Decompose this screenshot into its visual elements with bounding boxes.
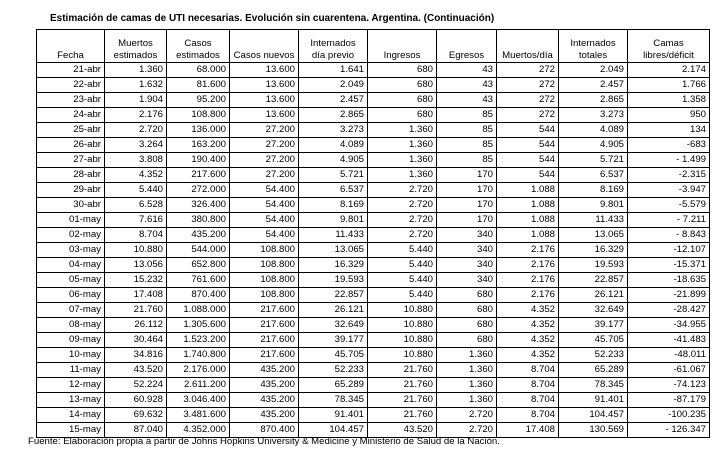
cell-casos-nuevos: 13.600 — [230, 63, 299, 78]
cell-casos-estimados: 544.000 — [167, 243, 230, 258]
cell-muertos-estimados: 8.704 — [105, 228, 167, 243]
cell-internados-dia-previo: 4.905 — [299, 153, 368, 168]
cell-internados-totales: 19.593 — [559, 258, 628, 273]
cell-egresos: 2.720 — [437, 423, 497, 438]
cell-casos-nuevos: 13.600 — [230, 78, 299, 93]
cell-ingresos: 21.760 — [368, 393, 437, 408]
cell-egresos: 85 — [437, 138, 497, 153]
table-row — [37, 78, 710, 93]
cell-internados-dia-previo: 6.537 — [299, 183, 368, 198]
cell-internados-totales: 16.329 — [559, 243, 628, 258]
cell-casos-nuevos: 27.200 — [230, 138, 299, 153]
cell-camas-libres-deficit: -3.947 — [628, 183, 710, 198]
cell-muertos-estimados: 4.352 — [105, 168, 167, 183]
cell-casos-estimados: 326.400 — [167, 198, 230, 213]
cell-camas-libres-deficit: -5.579 — [628, 198, 710, 213]
cell-internados-totales: 65.289 — [559, 363, 628, 378]
cell-internados-dia-previo: 52.233 — [299, 363, 368, 378]
header-camas-libres-deficit: Camas libres/déficit — [628, 30, 710, 63]
cell-muertos-estimados: 1.632 — [105, 78, 167, 93]
table-row — [37, 213, 710, 228]
table-body — [37, 63, 710, 438]
cell-ingresos: 5.440 — [368, 288, 437, 303]
cell-egresos: 2.720 — [437, 408, 497, 423]
cell-internados-totales: 39.177 — [559, 318, 628, 333]
cell-egresos: 170 — [437, 213, 497, 228]
cell-muertos-estimados: 2.176 — [105, 108, 167, 123]
cell-ingresos: 5.440 — [368, 273, 437, 288]
header-casos-estimados: Casos estimados — [167, 30, 230, 63]
cell-egresos: 340 — [437, 258, 497, 273]
cell-casos-nuevos: 54.400 — [230, 228, 299, 243]
cell-ingresos: 10.880 — [368, 318, 437, 333]
cell-internados-totales: 11.433 — [559, 213, 628, 228]
table-row — [37, 333, 710, 348]
cell-egresos: 680 — [437, 303, 497, 318]
cell-internados-totales: 32.649 — [559, 303, 628, 318]
cell-internados-totales: 2.049 — [559, 63, 628, 78]
cell-casos-estimados: 217.600 — [167, 168, 230, 183]
cell-casos-estimados: 272.000 — [167, 183, 230, 198]
cell-fecha: 30-abr — [37, 198, 105, 213]
cell-egresos: 340 — [437, 273, 497, 288]
cell-muertos-dia: 8.704 — [497, 378, 559, 393]
cell-muertos-estimados: 87.040 — [105, 423, 167, 438]
cell-muertos-estimados: 34.816 — [105, 348, 167, 363]
cell-casos-estimados: 761.600 — [167, 273, 230, 288]
cell-fecha: 25-abr — [37, 123, 105, 138]
cell-camas-libres-deficit: -41.483 — [628, 333, 710, 348]
cell-internados-totales: 3.273 — [559, 108, 628, 123]
cell-egresos: 170 — [437, 198, 497, 213]
cell-egresos: 85 — [437, 123, 497, 138]
table-row — [37, 408, 710, 423]
table-row — [37, 153, 710, 168]
cell-camas-libres-deficit: 2.174 — [628, 63, 710, 78]
cell-casos-nuevos: 435.200 — [230, 393, 299, 408]
cell-internados-dia-previo: 13.065 — [299, 243, 368, 258]
cell-internados-dia-previo: 2.865 — [299, 108, 368, 123]
cell-casos-nuevos: 27.200 — [230, 123, 299, 138]
source-note: Fuente: Elaboración propia a partir de Johns Hopkins University & Medicine y Ministerio de Salud de la Nación. — [28, 436, 500, 447]
cell-internados-dia-previo: 4.089 — [299, 138, 368, 153]
cell-muertos-dia: 2.176 — [497, 258, 559, 273]
cell-casos-estimados: 4.352.000 — [167, 423, 230, 438]
cell-egresos: 680 — [437, 318, 497, 333]
cell-muertos-dia: 4.352 — [497, 348, 559, 363]
cell-muertos-dia: 17.408 — [497, 423, 559, 438]
cell-casos-estimados: 3.046.400 — [167, 393, 230, 408]
cell-muertos-dia: 4.352 — [497, 333, 559, 348]
cell-camas-libres-deficit: - 7.211 — [628, 213, 710, 228]
cell-ingresos: 5.440 — [368, 258, 437, 273]
cell-internados-totales: 2.865 — [559, 93, 628, 108]
cell-muertos-dia: 4.352 — [497, 303, 559, 318]
cell-egresos: 1.360 — [437, 348, 497, 363]
table-row — [37, 378, 710, 393]
cell-casos-estimados: 3.481.600 — [167, 408, 230, 423]
cell-internados-totales: 26.121 — [559, 288, 628, 303]
cell-ingresos: 2.720 — [368, 213, 437, 228]
cell-muertos-estimados: 15.232 — [105, 273, 167, 288]
cell-egresos: 43 — [437, 63, 497, 78]
cell-camas-libres-deficit: -34.955 — [628, 318, 710, 333]
cell-fecha: 26-abr — [37, 138, 105, 153]
cell-ingresos: 10.880 — [368, 348, 437, 363]
cell-internados-totales: 4.089 — [559, 123, 628, 138]
cell-muertos-estimados: 3.264 — [105, 138, 167, 153]
cell-casos-nuevos: 54.400 — [230, 183, 299, 198]
cell-camas-libres-deficit: 134 — [628, 123, 710, 138]
cell-camas-libres-deficit: -61.067 — [628, 363, 710, 378]
cell-muertos-estimados: 17.408 — [105, 288, 167, 303]
cell-internados-dia-previo: 26.121 — [299, 303, 368, 318]
cell-egresos: 680 — [437, 333, 497, 348]
cell-camas-libres-deficit: -87.179 — [628, 393, 710, 408]
cell-casos-estimados: 81.600 — [167, 78, 230, 93]
cell-egresos: 85 — [437, 108, 497, 123]
uti-beds-table — [36, 29, 710, 438]
cell-camas-libres-deficit: 1.358 — [628, 93, 710, 108]
table-row — [37, 243, 710, 258]
cell-fecha: 06-may — [37, 288, 105, 303]
cell-muertos-dia: 272 — [497, 93, 559, 108]
cell-internados-dia-previo: 19.593 — [299, 273, 368, 288]
cell-muertos-estimados: 60.928 — [105, 393, 167, 408]
cell-fecha: 11-may — [37, 363, 105, 378]
cell-muertos-estimados: 30.464 — [105, 333, 167, 348]
cell-casos-nuevos: 435.200 — [230, 363, 299, 378]
cell-muertos-dia: 2.176 — [497, 273, 559, 288]
cell-internados-totales: 130.569 — [559, 423, 628, 438]
cell-fecha: 29-abr — [37, 183, 105, 198]
cell-egresos: 170 — [437, 183, 497, 198]
cell-casos-estimados: 1.088.000 — [167, 303, 230, 318]
cell-casos-estimados: 108.800 — [167, 108, 230, 123]
cell-internados-totales: 45.705 — [559, 333, 628, 348]
cell-internados-dia-previo: 9.801 — [299, 213, 368, 228]
cell-casos-nuevos: 217.600 — [230, 348, 299, 363]
cell-muertos-dia: 8.704 — [497, 393, 559, 408]
cell-casos-nuevos: 27.200 — [230, 153, 299, 168]
cell-internados-dia-previo: 16.329 — [299, 258, 368, 273]
cell-casos-estimados: 2.176.000 — [167, 363, 230, 378]
cell-casos-nuevos: 217.600 — [230, 333, 299, 348]
cell-casos-estimados: 190.400 — [167, 153, 230, 168]
cell-ingresos: 21.760 — [368, 378, 437, 393]
cell-casos-estimados: 136.000 — [167, 123, 230, 138]
cell-muertos-dia: 2.176 — [497, 288, 559, 303]
cell-muertos-dia: 1.088 — [497, 228, 559, 243]
cell-casos-estimados: 1.305.600 — [167, 318, 230, 333]
cell-muertos-dia: 272 — [497, 108, 559, 123]
cell-internados-totales: 91.401 — [559, 393, 628, 408]
cell-egresos: 680 — [437, 288, 497, 303]
table-row — [37, 108, 710, 123]
cell-casos-estimados: 652.800 — [167, 258, 230, 273]
cell-internados-dia-previo: 2.049 — [299, 78, 368, 93]
cell-casos-estimados: 68.000 — [167, 63, 230, 78]
cell-camas-libres-deficit: -48.011 — [628, 348, 710, 363]
cell-fecha: 28-abr — [37, 168, 105, 183]
cell-ingresos: 21.760 — [368, 363, 437, 378]
cell-camas-libres-deficit: - 8.843 — [628, 228, 710, 243]
cell-camas-libres-deficit: - 1.499 — [628, 153, 710, 168]
cell-muertos-estimados: 5.440 — [105, 183, 167, 198]
header-muertos-estimados: Muertos estimados — [105, 30, 167, 63]
cell-muertos-estimados: 52.224 — [105, 378, 167, 393]
cell-muertos-estimados: 3.808 — [105, 153, 167, 168]
cell-internados-totales: 4.905 — [559, 138, 628, 153]
table-row — [37, 198, 710, 213]
cell-internados-totales: 6.537 — [559, 168, 628, 183]
table-row — [37, 393, 710, 408]
cell-egresos: 43 — [437, 93, 497, 108]
table-row — [37, 93, 710, 108]
cell-fecha: 04-may — [37, 258, 105, 273]
table-row — [37, 138, 710, 153]
cell-camas-libres-deficit: -2.315 — [628, 168, 710, 183]
cell-camas-libres-deficit: -15.371 — [628, 258, 710, 273]
header-muertos-dia: Muertos/día — [497, 30, 559, 63]
cell-internados-dia-previo: 11.433 — [299, 228, 368, 243]
cell-camas-libres-deficit: -683 — [628, 138, 710, 153]
table-row — [37, 168, 710, 183]
cell-ingresos: 680 — [368, 93, 437, 108]
cell-internados-dia-previo: 32.649 — [299, 318, 368, 333]
cell-muertos-dia: 544 — [497, 123, 559, 138]
table-row — [37, 363, 710, 378]
cell-fecha: 03-may — [37, 243, 105, 258]
cell-internados-totales: 52.233 — [559, 348, 628, 363]
cell-internados-totales: 2.457 — [559, 78, 628, 93]
table-row — [37, 318, 710, 333]
header-fecha: Fecha — [37, 30, 105, 63]
table-header — [37, 30, 710, 63]
cell-casos-nuevos: 108.800 — [230, 273, 299, 288]
cell-fecha: 27-abr — [37, 153, 105, 168]
cell-fecha: 13-may — [37, 393, 105, 408]
cell-fecha: 07-may — [37, 303, 105, 318]
cell-internados-dia-previo: 104.457 — [299, 423, 368, 438]
cell-casos-estimados: 870.400 — [167, 288, 230, 303]
cell-muertos-dia: 4.352 — [497, 318, 559, 333]
cell-fecha: 05-may — [37, 273, 105, 288]
cell-muertos-estimados: 26.112 — [105, 318, 167, 333]
cell-internados-dia-previo: 39.177 — [299, 333, 368, 348]
cell-fecha: 10-may — [37, 348, 105, 363]
cell-muertos-estimados: 69.632 — [105, 408, 167, 423]
cell-muertos-estimados: 1.904 — [105, 93, 167, 108]
cell-casos-nuevos: 108.800 — [230, 288, 299, 303]
cell-ingresos: 1.360 — [368, 168, 437, 183]
cell-casos-nuevos: 217.600 — [230, 303, 299, 318]
cell-ingresos: 43.520 — [368, 423, 437, 438]
cell-ingresos: 1.360 — [368, 153, 437, 168]
cell-casos-nuevos: 27.200 — [230, 168, 299, 183]
cell-internados-dia-previo: 2.457 — [299, 93, 368, 108]
cell-camas-libres-deficit: -74.123 — [628, 378, 710, 393]
cell-muertos-dia: 544 — [497, 168, 559, 183]
cell-ingresos: 1.360 — [368, 138, 437, 153]
cell-casos-estimados: 1.523.200 — [167, 333, 230, 348]
cell-muertos-dia: 544 — [497, 138, 559, 153]
cell-muertos-estimados: 1.360 — [105, 63, 167, 78]
cell-internados-totales: 9.801 — [559, 198, 628, 213]
cell-internados-dia-previo: 8.169 — [299, 198, 368, 213]
cell-casos-nuevos: 435.200 — [230, 408, 299, 423]
table-row — [37, 63, 710, 78]
cell-egresos: 1.360 — [437, 393, 497, 408]
cell-internados-dia-previo: 3.273 — [299, 123, 368, 138]
cell-fecha: 23-abr — [37, 93, 105, 108]
cell-casos-estimados: 1.740.800 — [167, 348, 230, 363]
cell-ingresos: 10.880 — [368, 333, 437, 348]
header-egresos: Egresos — [437, 30, 497, 63]
cell-camas-libres-deficit: -18.635 — [628, 273, 710, 288]
cell-muertos-estimados: 7.616 — [105, 213, 167, 228]
cell-fecha: 22-abr — [37, 78, 105, 93]
cell-internados-dia-previo: 78.345 — [299, 393, 368, 408]
cell-fecha: 08-may — [37, 318, 105, 333]
cell-egresos: 340 — [437, 243, 497, 258]
cell-egresos: 43 — [437, 78, 497, 93]
cell-muertos-dia: 544 — [497, 153, 559, 168]
cell-internados-dia-previo: 45.705 — [299, 348, 368, 363]
header-internados-totales: Internados totales — [559, 30, 628, 63]
cell-casos-nuevos: 13.600 — [230, 108, 299, 123]
cell-casos-estimados: 95.200 — [167, 93, 230, 108]
cell-ingresos: 21.760 — [368, 408, 437, 423]
cell-internados-dia-previo: 22.857 — [299, 288, 368, 303]
cell-fecha: 14-may — [37, 408, 105, 423]
cell-ingresos: 10.880 — [368, 303, 437, 318]
cell-ingresos: 680 — [368, 63, 437, 78]
cell-muertos-dia: 272 — [497, 78, 559, 93]
cell-egresos: 340 — [437, 228, 497, 243]
cell-casos-estimados: 2.611.200 — [167, 378, 230, 393]
cell-muertos-dia: 272 — [497, 63, 559, 78]
cell-casos-nuevos: 217.600 — [230, 318, 299, 333]
table-row — [37, 228, 710, 243]
cell-muertos-dia: 2.176 — [497, 243, 559, 258]
cell-internados-dia-previo: 65.289 — [299, 378, 368, 393]
cell-camas-libres-deficit: -21.899 — [628, 288, 710, 303]
cell-internados-totales: 22.857 — [559, 273, 628, 288]
cell-internados-totales: 104.457 — [559, 408, 628, 423]
cell-camas-libres-deficit: -100.235 — [628, 408, 710, 423]
cell-internados-totales: 78.345 — [559, 378, 628, 393]
header-ingresos: Ingresos — [368, 30, 437, 63]
cell-internados-dia-previo: 5.721 — [299, 168, 368, 183]
cell-ingresos: 5.440 — [368, 243, 437, 258]
cell-fecha: 01-may — [37, 213, 105, 228]
cell-casos-estimados: 380.800 — [167, 213, 230, 228]
cell-casos-nuevos: 870.400 — [230, 423, 299, 438]
cell-camas-libres-deficit: 1.766 — [628, 78, 710, 93]
cell-ingresos: 2.720 — [368, 198, 437, 213]
cell-internados-dia-previo: 91.401 — [299, 408, 368, 423]
cell-casos-nuevos: 13.600 — [230, 93, 299, 108]
cell-muertos-estimados: 13.056 — [105, 258, 167, 273]
cell-ingresos: 2.720 — [368, 228, 437, 243]
cell-internados-totales: 5.721 — [559, 153, 628, 168]
table-row — [37, 303, 710, 318]
cell-muertos-estimados: 21.760 — [105, 303, 167, 318]
table-title: Estimación de camas de UTI necesarias. Evolución sin cuarentena. Argentina. (Continuación) — [50, 13, 495, 24]
table-row — [37, 288, 710, 303]
cell-camas-libres-deficit: -28.427 — [628, 303, 710, 318]
cell-camas-libres-deficit: -12.107 — [628, 243, 710, 258]
header-casos-nuevos: Casos nuevos — [230, 30, 299, 63]
cell-muertos-estimados: 43.520 — [105, 363, 167, 378]
cell-egresos: 1.360 — [437, 363, 497, 378]
cell-internados-totales: 8.169 — [559, 183, 628, 198]
cell-muertos-dia: 1.088 — [497, 198, 559, 213]
cell-muertos-dia: 1.088 — [497, 183, 559, 198]
cell-casos-nuevos: 108.800 — [230, 258, 299, 273]
header-row — [37, 30, 710, 63]
table-row — [37, 183, 710, 198]
cell-muertos-dia: 8.704 — [497, 363, 559, 378]
table-row — [37, 258, 710, 273]
cell-muertos-estimados: 10.880 — [105, 243, 167, 258]
header-internados-dia-previo: Internados día previo — [299, 30, 368, 63]
table-row — [37, 273, 710, 288]
cell-egresos: 85 — [437, 153, 497, 168]
cell-casos-nuevos: 54.400 — [230, 198, 299, 213]
cell-casos-nuevos: 435.200 — [230, 378, 299, 393]
cell-ingresos: 2.720 — [368, 183, 437, 198]
cell-casos-nuevos: 108.800 — [230, 243, 299, 258]
cell-muertos-dia: 8.704 — [497, 408, 559, 423]
cell-casos-nuevos: 54.400 — [230, 213, 299, 228]
cell-fecha: 12-may — [37, 378, 105, 393]
cell-egresos: 170 — [437, 168, 497, 183]
cell-egresos: 1.360 — [437, 378, 497, 393]
cell-internados-dia-previo: 1.641 — [299, 63, 368, 78]
cell-casos-estimados: 435.200 — [167, 228, 230, 243]
cell-internados-totales: 13.065 — [559, 228, 628, 243]
cell-ingresos: 680 — [368, 78, 437, 93]
cell-casos-estimados: 163.200 — [167, 138, 230, 153]
cell-fecha: 02-may — [37, 228, 105, 243]
cell-camas-libres-deficit: 950 — [628, 108, 710, 123]
cell-ingresos: 1.360 — [368, 123, 437, 138]
cell-fecha: 24-abr — [37, 108, 105, 123]
cell-muertos-estimados: 2.720 — [105, 123, 167, 138]
cell-ingresos: 680 — [368, 108, 437, 123]
cell-muertos-dia: 1.088 — [497, 213, 559, 228]
cell-muertos-estimados: 6.528 — [105, 198, 167, 213]
cell-camas-libres-deficit: - 126.347 — [628, 423, 710, 438]
cell-fecha: 09-may — [37, 333, 105, 348]
table-row — [37, 123, 710, 138]
cell-fecha: 21-abr — [37, 63, 105, 78]
table-row — [37, 348, 710, 363]
cell-fecha: 15-may — [37, 423, 105, 438]
uti-beds-table-container — [36, 29, 709, 438]
